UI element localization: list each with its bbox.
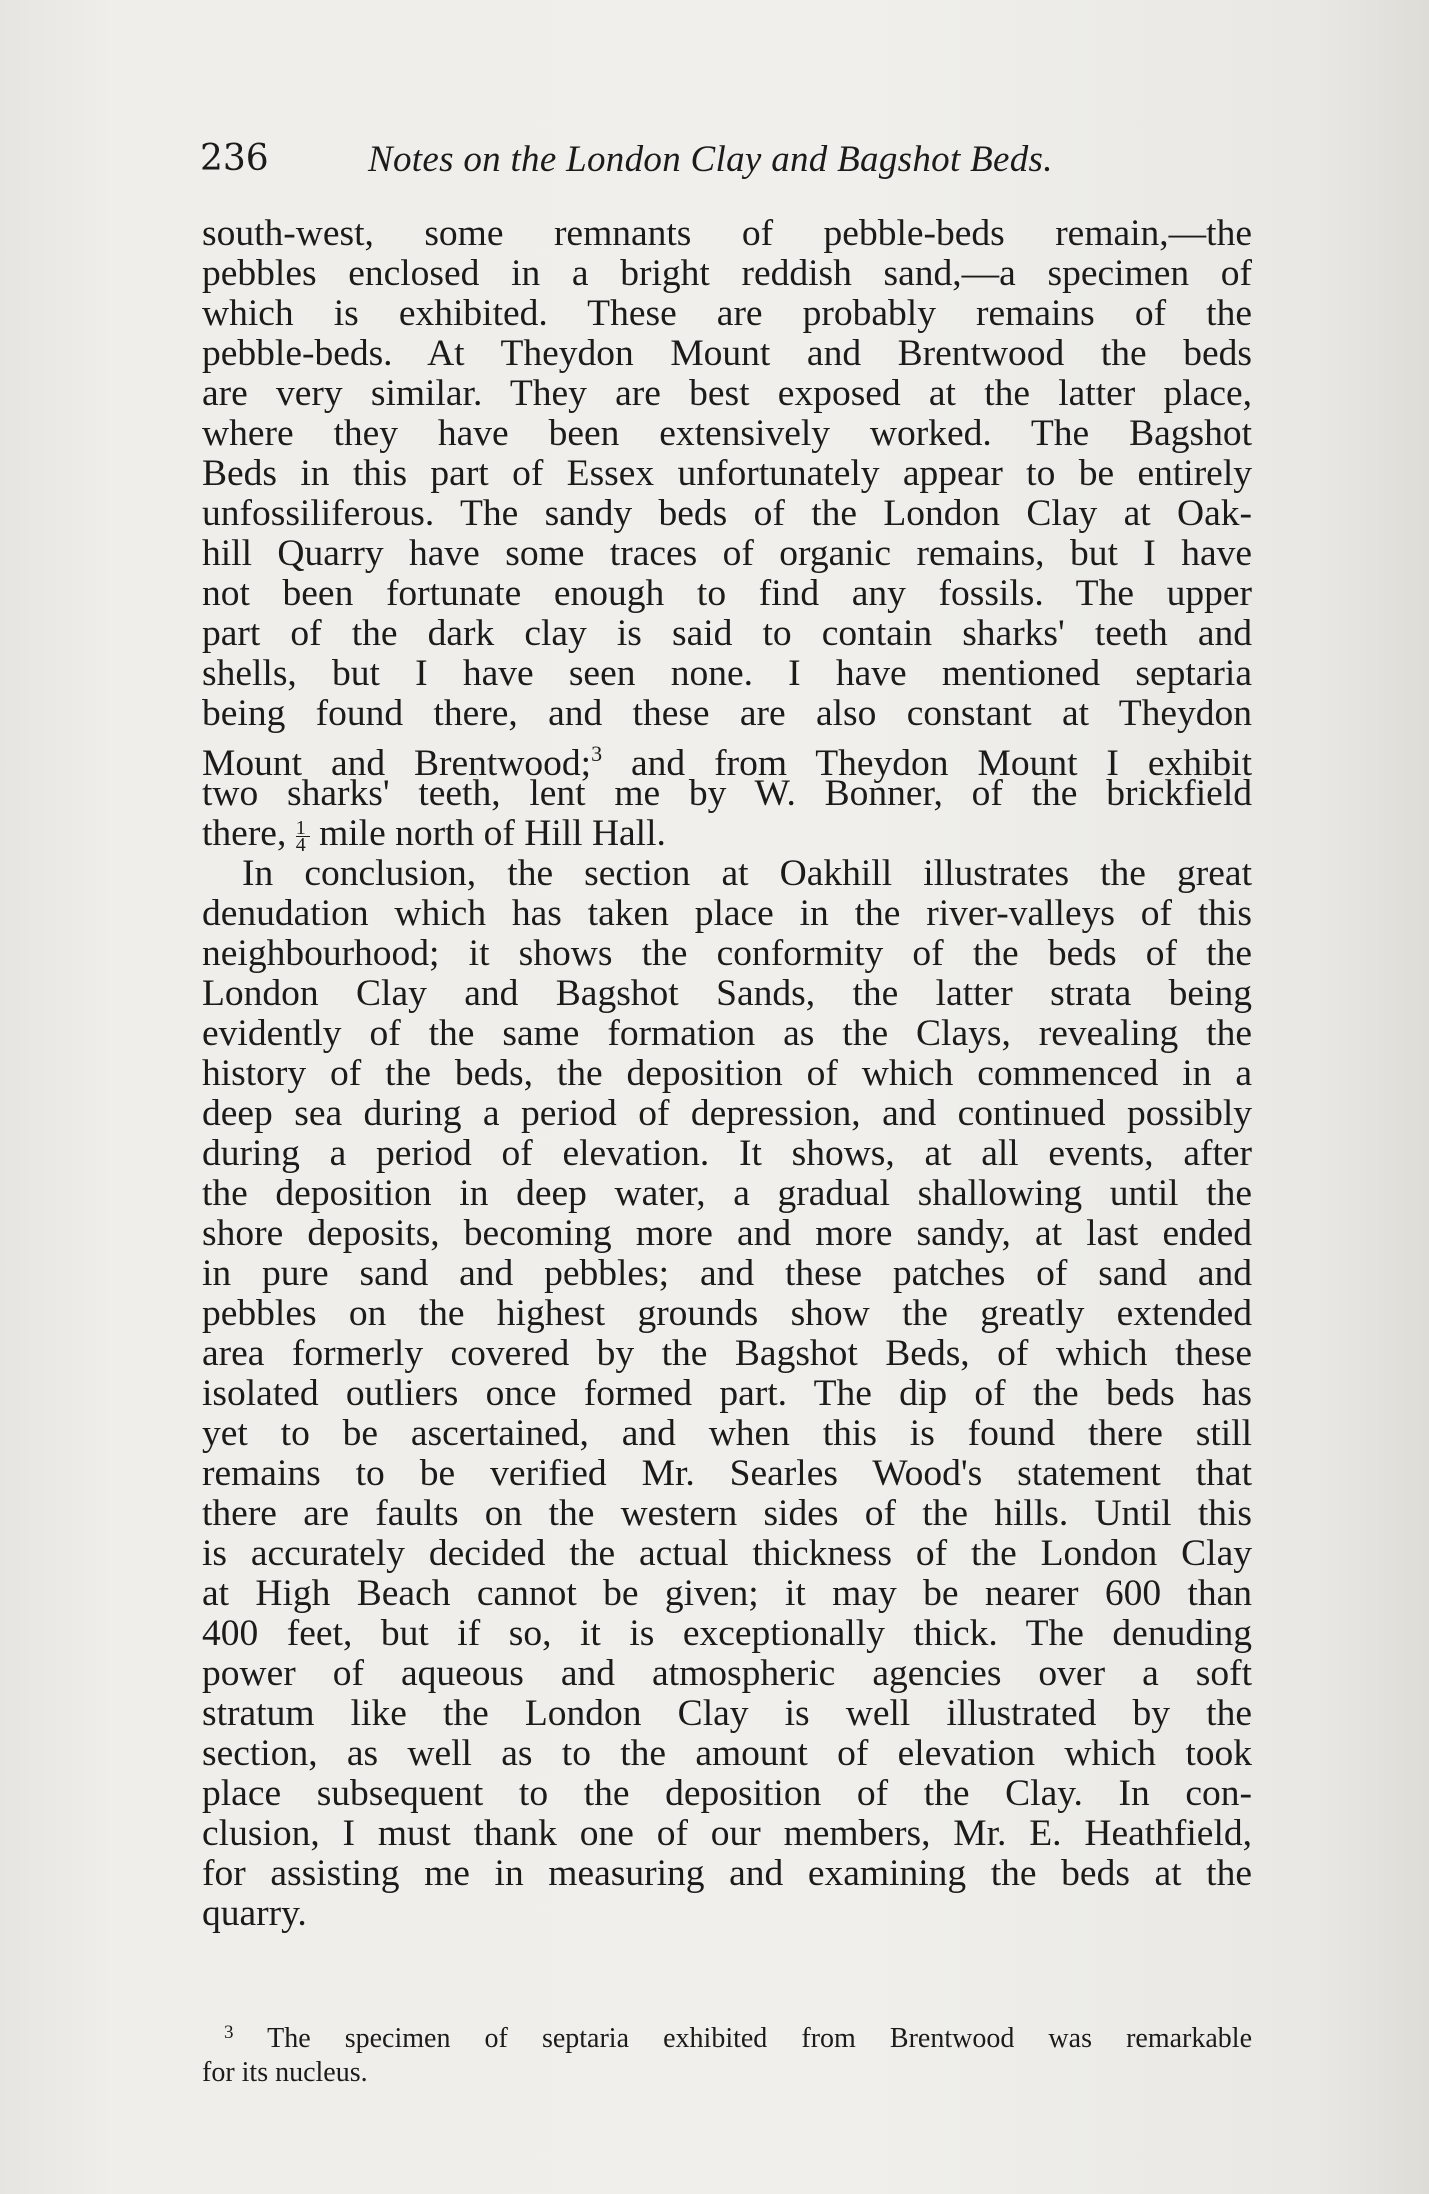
text-line: during a period of elevation. It shows, at all events, after	[202, 1133, 1252, 1174]
text-line: remains to be verified Mr. Searles Wood's statement that	[202, 1453, 1252, 1494]
text-line: section, as well as to the amount of elevation which took	[202, 1733, 1252, 1774]
running-title: Notes on the London Clay and Bagshot Beds.	[368, 139, 1053, 180]
text-line: hill Quarry have some traces of organic remains, but I have	[202, 533, 1252, 574]
text-line: place subsequent to the deposition of the Clay. In con-	[202, 1773, 1252, 1814]
fraction: $\frac{1}{4}$	[296, 820, 310, 853]
text-line: pebbles on the highest grounds show the greatly extended	[202, 1293, 1252, 1334]
text-line: Beds in this part of Essex unfortunately appear to be entirely	[202, 453, 1252, 494]
text-line: pebble-beds. At Theydon Mount and Brentwood the beds	[202, 333, 1252, 374]
text-line: there are faults on the western sides of the hills. Until this	[202, 1493, 1252, 1534]
body-text	[202, 214, 1252, 1934]
text-line: London Clay and Bagshot Sands, the latter strata being	[202, 973, 1252, 1014]
text-line: being found there, and these are also constant at Theydon	[202, 693, 1252, 734]
text-line: Mount and Brentwood;$^3$ and from Theydon Mount I exhibit	[202, 741, 1252, 784]
text-line: not been fortunate enough to find any fossils. The upper	[202, 573, 1252, 614]
text-line: area formerly covered by the Bagshot Beds, of which these	[202, 1333, 1252, 1374]
text-line: two sharks' teeth, lent me by W. Bonner, of the brickfield	[202, 773, 1252, 814]
page-number: 236	[200, 138, 269, 179]
paragraph-2	[202, 854, 1252, 1934]
text-line: unfossiliferous. The sandy beds of the London Clay at Oak-	[202, 493, 1252, 534]
footnote-mark: 3	[224, 2022, 234, 2043]
footnote-line: for its nucleus.	[202, 2057, 368, 2088]
footnote	[202, 2016, 1252, 2090]
text-line: shells, but I have seen none. I have mentioned septaria	[202, 653, 1252, 694]
text-line: which is exhibited. These are probably remains of the	[202, 293, 1252, 334]
text-line: quarry.	[202, 1893, 307, 1934]
text-line: there, $\frac{1}{4}$ mile north of Hill Hall.	[202, 813, 666, 856]
footnote-reference[interactable]: 3	[591, 741, 603, 766]
text-line: shore deposits, becoming more and more sandy, at last ended	[202, 1213, 1252, 1254]
text-line: in pure sand and pebbles; and these patches of sand and	[202, 1253, 1252, 1294]
paragraph-1	[202, 214, 1252, 734]
text-line: power of aqueous and atmospheric agencies over a soft	[202, 1653, 1252, 1694]
text-line: yet to be ascertained, and when this is found there still	[202, 1413, 1252, 1454]
text-line: neighbourhood; it shows the conformity of the beds of the	[202, 933, 1252, 974]
running-head	[200, 138, 1260, 188]
text-line: stratum like the London Clay is well illustrated by the	[202, 1693, 1252, 1734]
text-line: for assisting me in measuring and examining the beds at the	[202, 1853, 1252, 1894]
text-line: where they have been extensively worked. The Bagshot	[202, 413, 1252, 454]
text-line: is accurately decided the actual thickness of the London Clay	[202, 1533, 1252, 1574]
text-line: denudation which has taken place in the river-valleys of this	[202, 893, 1252, 934]
text-line: pebbles enclosed in a bright reddish sand,—a specimen of	[202, 253, 1252, 294]
text-line: at High Beach cannot be given; it may be nearer 600 than	[202, 1573, 1252, 1614]
text-line: deep sea during a period of depression, and continued possibly	[202, 1093, 1252, 1134]
text-line: clusion, I must thank one of our members, Mr. E. Heathfield,	[202, 1813, 1252, 1854]
text-line: 400 feet, but if so, it is exceptionally thick. The denuding	[202, 1613, 1252, 1654]
text-line: part of the dark clay is said to contain sharks' teeth and	[202, 613, 1252, 654]
text-line: isolated outliers once formed part. The dip of the beds has	[202, 1373, 1252, 1414]
footnote-line: $^3$ The specimen of septaria exhibited from Brentwood was remarkable	[224, 2022, 1252, 2054]
text-line: In conclusion, the section at Oakhill illustrates the great	[242, 853, 1252, 894]
text-line: are very similar. They are best exposed at the latter place,	[202, 373, 1252, 414]
text-line: history of the beds, the deposition of which commenced in a	[202, 1053, 1252, 1094]
text-line: south-west, some remnants of pebble-beds remain,—the	[202, 213, 1252, 254]
text-line: the deposition in deep water, a gradual shallowing until the	[202, 1173, 1252, 1214]
text-line: evidently of the same formation as the Clays, revealing the	[202, 1013, 1252, 1054]
